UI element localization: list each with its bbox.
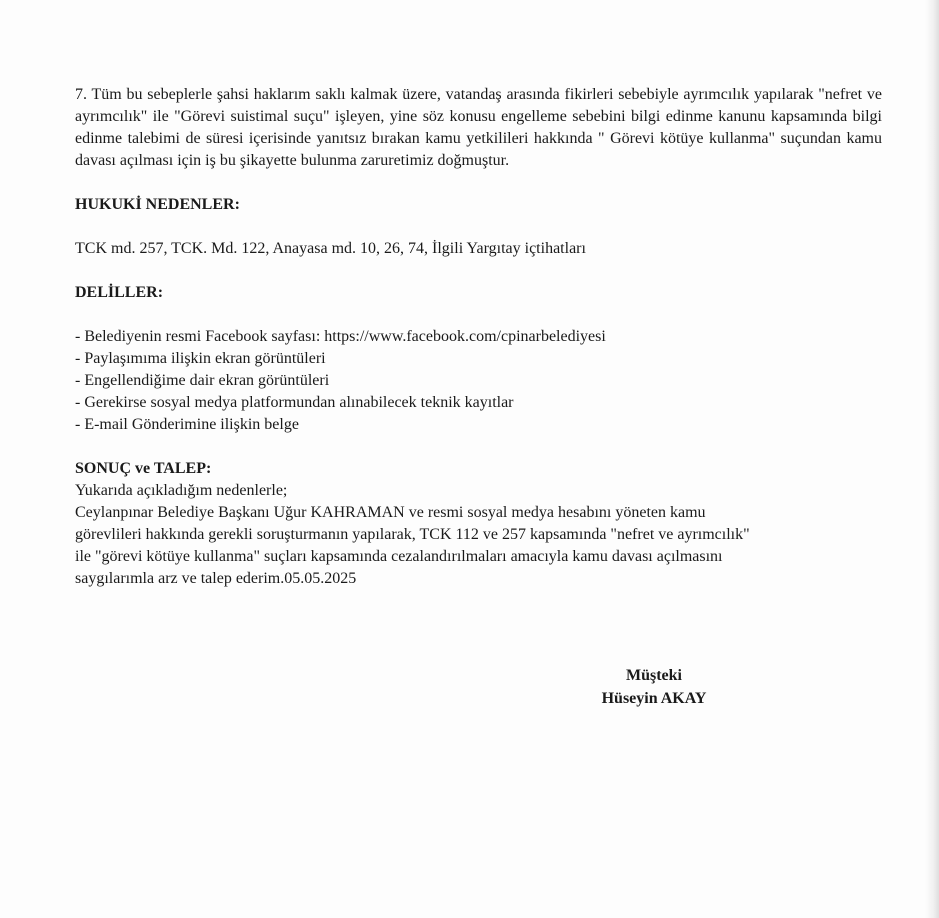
conclusion-line: görevlileri hakkında gerekli soruşturmanın yapılarak, TCK 112 ve 257 kapsamında "nefret ve ayrımcılık" <box>75 526 750 543</box>
signature-role: Müşteki <box>626 667 682 684</box>
conclusion-line: Ceylanpınar Belediye Başkanı Uğur KAHRAMAN ve resmi sosyal medya hesabını yöneten kamu <box>75 504 706 521</box>
conclusion-line: ile "görevi kötüye kullanma" suçları kapsamında cezalandırılmaları amacıyla kamu davası açılmasını <box>75 548 723 565</box>
page-edge-shadow <box>925 0 939 918</box>
legal-grounds-text: TCK md. 257, TCK. Md. 122, Anayasa md. 10, 26, 74, İlgili Yargıtay içtihatları <box>75 240 586 257</box>
document-body <box>75 84 882 590</box>
evidence-item: - Paylaşımıma ilişkin ekran görüntüleri <box>75 350 326 367</box>
evidence-list <box>75 326 882 436</box>
paragraph-7: 7. Tüm bu sebeplerle şahsi haklarım saklı kalmak üzere, vatandaş arasında fikirleri sebebiyle ayrımcılık yapılarak "nefret ve ayrımcılık" ile "Görevi suistimal suçu" işleyen, yine söz konusu engelleme sebebini bilgi edinme kanunu kapsamında bilgi edinme talebimi de süresi içerisinde yanıtsız bırakan kamu yetkilileri hakkında " Görevi kötüye kullanma" suçundan kamu davası açılması için iş bu şikayette bulunma zaruretimiz doğmuştur. <box>75 86 882 169</box>
evidence-item: - Belediyenin resmi Facebook sayfası: https://www.facebook.com/cpinarbelediyesi <box>75 328 606 345</box>
conclusion-line: saygılarımla arz ve talep ederim.05.05.2025 <box>75 570 357 587</box>
evidence-item: - E-mail Gönderimine ilişkin belge <box>75 416 299 433</box>
signature-name: Hüseyin AKAY <box>601 690 707 707</box>
conclusion-heading: SONUÇ ve TALEP: <box>75 460 212 477</box>
evidence-item: - Engellendiğime dair ekran görüntüleri <box>75 372 330 389</box>
signature-block <box>588 664 720 710</box>
legal-grounds-heading: HUKUKİ NEDENLER: <box>75 196 240 213</box>
evidence-heading: DELİLLER: <box>75 284 164 301</box>
conclusion-intro: Yukarıda açıkladığım nedenlerle; <box>75 482 288 499</box>
evidence-item: - Gerekirse sosyal medya platformundan alınabilecek teknik kayıtlar <box>75 394 514 411</box>
